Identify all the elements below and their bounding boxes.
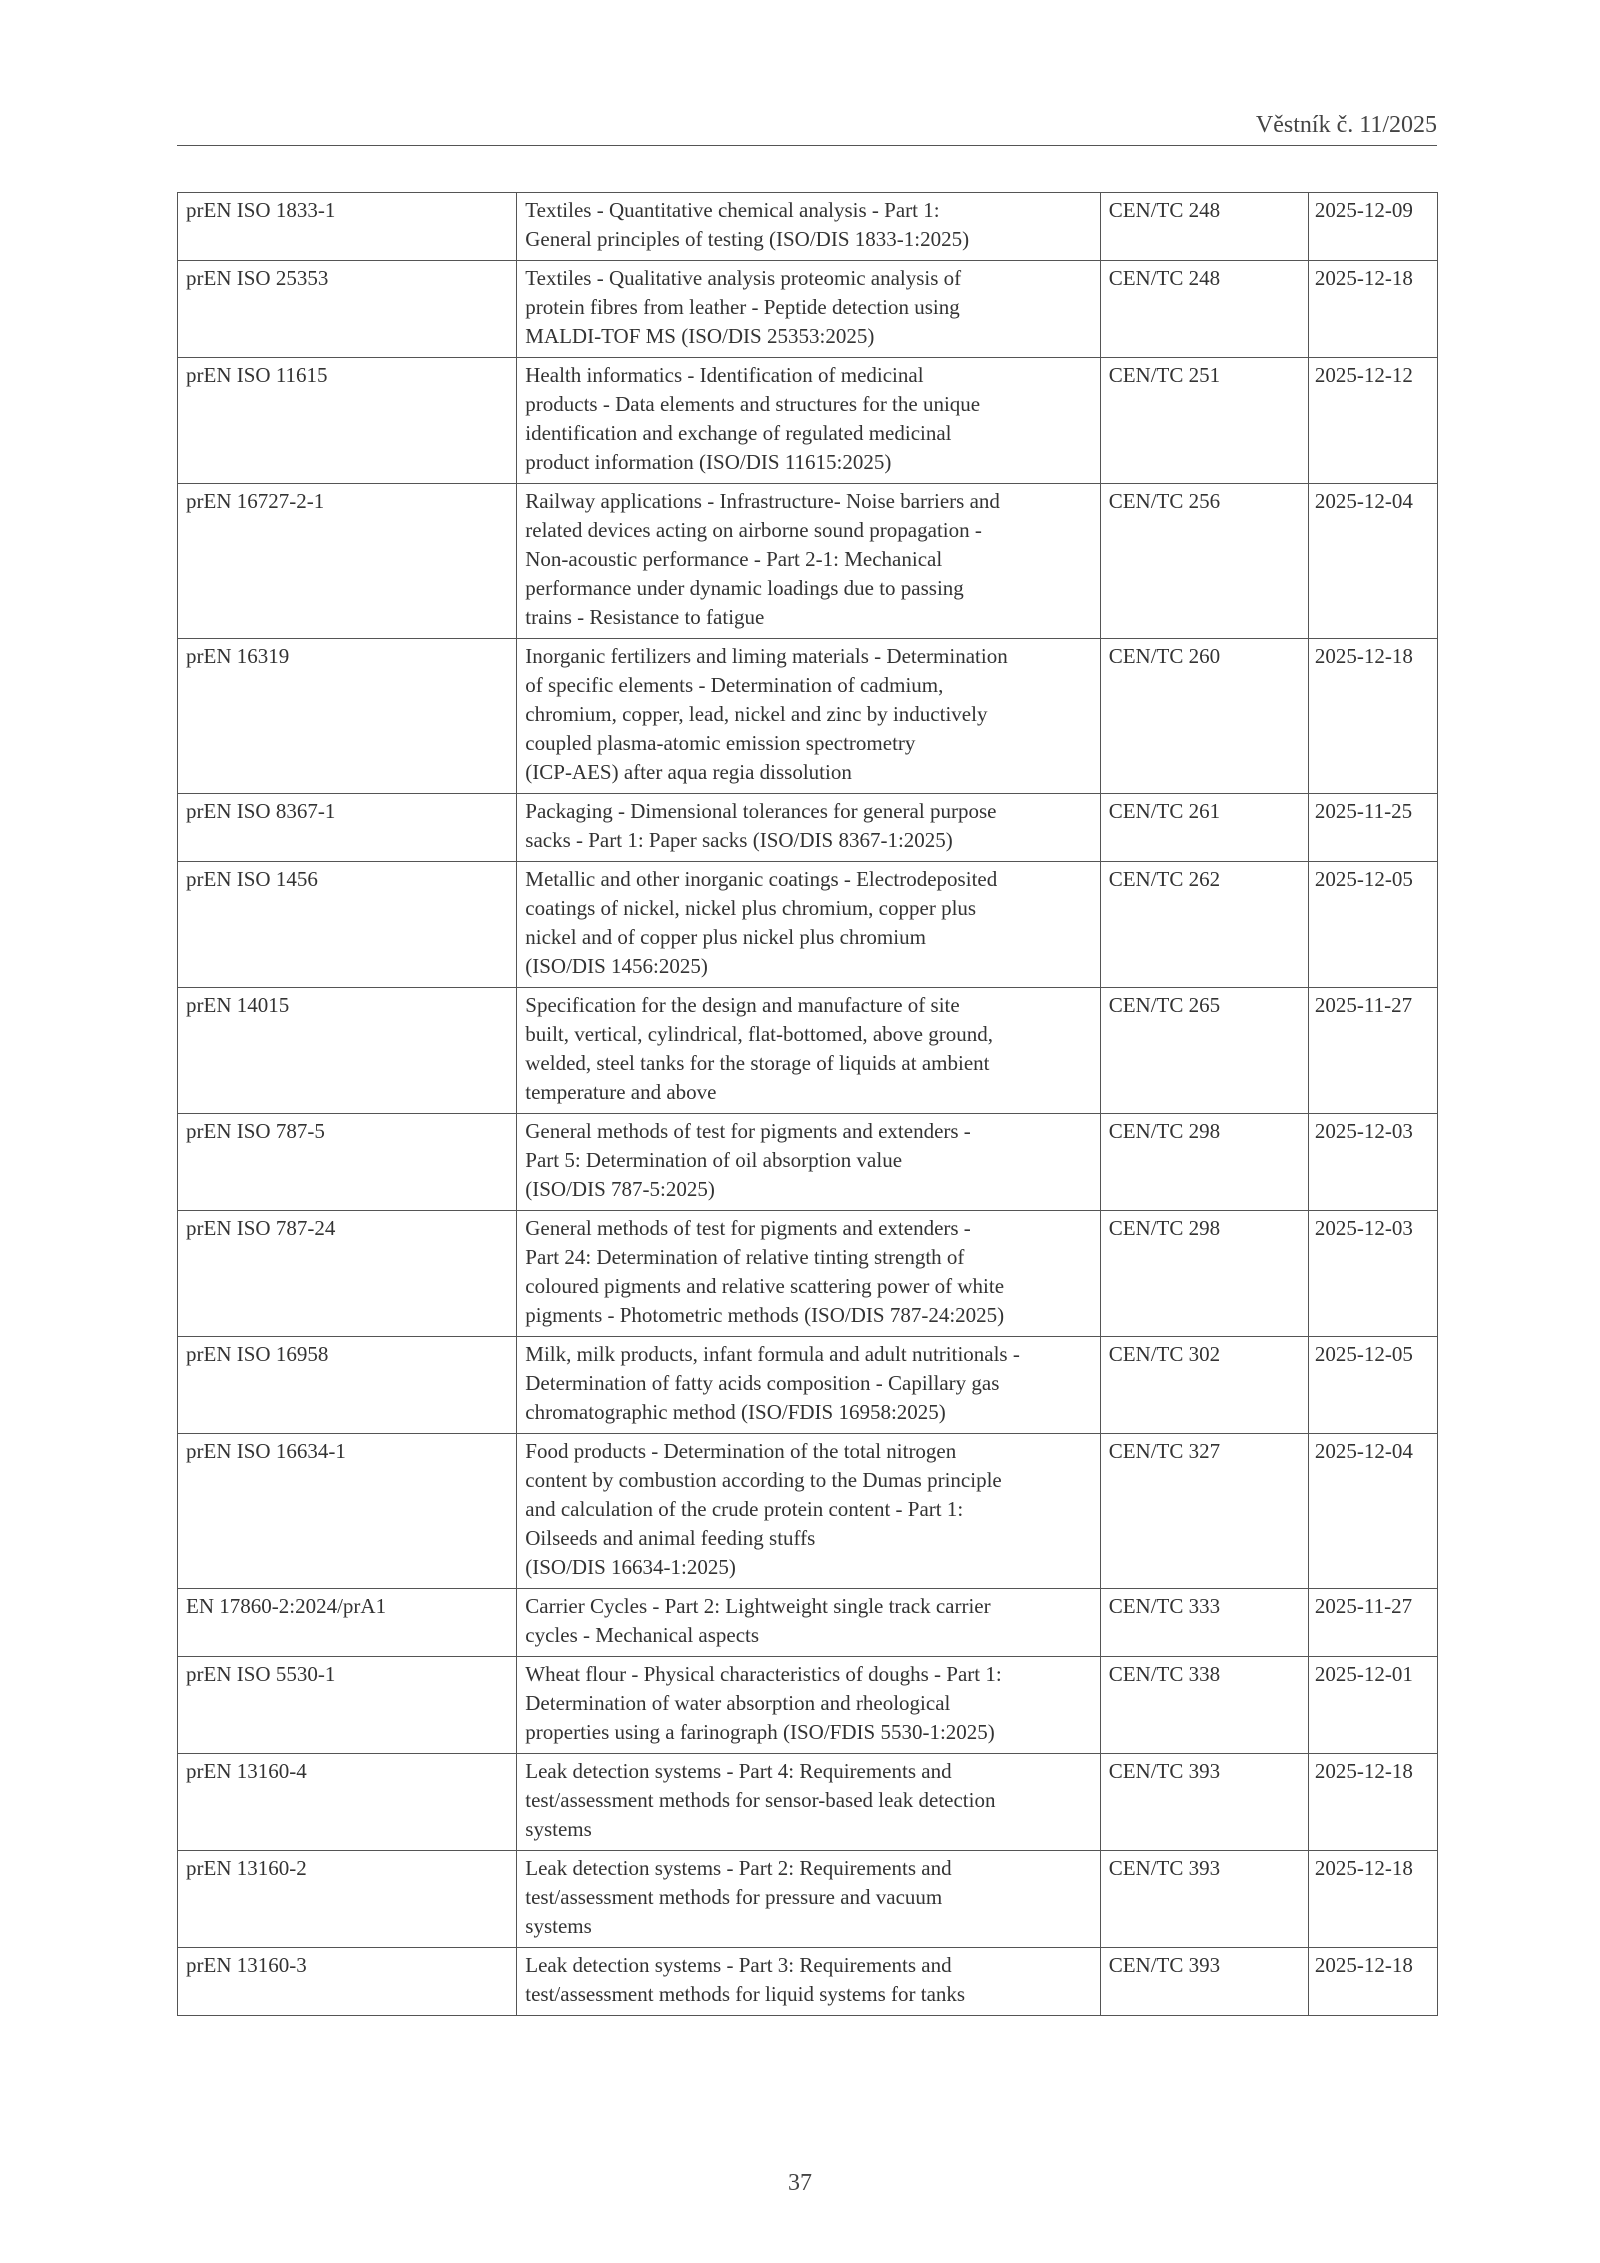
technical-committee: CEN/TC 393 xyxy=(1100,1851,1308,1948)
title-line: protein fibres from leather - Peptide detection using xyxy=(525,295,960,319)
standard-code: prEN ISO 16958 xyxy=(178,1337,517,1434)
table-row xyxy=(178,1337,1438,1434)
standard-code: prEN ISO 1456 xyxy=(178,862,517,988)
deadline-date: 2025-12-05 xyxy=(1308,1337,1437,1434)
deadline-date: 2025-11-25 xyxy=(1308,794,1437,862)
title-line: chromium, copper, lead, nickel and zinc by inductively xyxy=(525,702,988,726)
title-line: test/assessment methods for pressure and vacuum xyxy=(525,1885,943,1909)
title-line: coupled plasma-atomic emission spectrometry xyxy=(525,731,916,755)
technical-committee: CEN/TC 262 xyxy=(1100,862,1308,988)
standard-title xyxy=(517,358,1100,484)
title-line: performance under dynamic loadings due to passing xyxy=(525,576,964,600)
title-line: Railway applications - Infrastructure- Noise barriers and xyxy=(525,489,1000,513)
title-line: Non-acoustic performance - Part 2-1: Mechanical xyxy=(525,547,943,571)
title-line: properties using a farinograph (ISO/FDIS 5530-1:2025) xyxy=(525,1720,995,1744)
title-line: test/assessment methods for liquid systems for tanks xyxy=(525,1982,966,2006)
standard-title xyxy=(517,1337,1100,1434)
standard-title xyxy=(517,261,1100,358)
title-line: Part 24: Determination of relative tinting strength of xyxy=(525,1245,965,1269)
title-line: Textiles - Quantitative chemical analysis - Part 1: xyxy=(525,198,940,222)
table-row xyxy=(178,988,1438,1114)
technical-committee: CEN/TC 248 xyxy=(1100,193,1308,261)
title-line: chromatographic method (ISO/FDIS 16958:2025) xyxy=(525,1400,946,1424)
technical-committee: CEN/TC 338 xyxy=(1100,1657,1308,1754)
table-row xyxy=(178,261,1438,358)
technical-committee: CEN/TC 248 xyxy=(1100,261,1308,358)
standard-code: prEN 16319 xyxy=(178,639,517,794)
standard-title xyxy=(517,1211,1100,1337)
technical-committee: CEN/TC 265 xyxy=(1100,988,1308,1114)
title-line: coloured pigments and relative scattering power of white xyxy=(525,1274,1005,1298)
deadline-date: 2025-12-12 xyxy=(1308,358,1437,484)
deadline-date: 2025-12-01 xyxy=(1308,1657,1437,1754)
title-line: product information (ISO/DIS 11615:2025) xyxy=(525,450,892,474)
title-line: related devices acting on airborne sound propagation - xyxy=(525,518,982,542)
standard-title xyxy=(517,1589,1100,1657)
table-row xyxy=(178,193,1438,261)
title-line: Determination of water absorption and rheological xyxy=(525,1691,951,1715)
deadline-date: 2025-12-18 xyxy=(1308,1948,1437,2016)
title-line: cycles - Mechanical aspects xyxy=(525,1623,760,1647)
title-line: Textiles - Qualitative analysis proteomic analysis of xyxy=(525,266,962,290)
deadline-date: 2025-12-18 xyxy=(1308,1754,1437,1851)
deadline-date: 2025-12-05 xyxy=(1308,862,1437,988)
title-line: trains - Resistance to fatigue xyxy=(525,605,765,629)
standard-code: EN 17860-2:2024/prA1 xyxy=(178,1589,517,1657)
technical-committee: CEN/TC 393 xyxy=(1100,1754,1308,1851)
standards-table-body xyxy=(178,193,1438,2016)
technical-committee: CEN/TC 327 xyxy=(1100,1434,1308,1589)
table-row xyxy=(178,794,1438,862)
standards-table xyxy=(177,192,1438,2016)
title-line: (ISO/DIS 1456:2025) xyxy=(525,954,708,978)
deadline-date: 2025-12-18 xyxy=(1308,1851,1437,1948)
table-row xyxy=(178,358,1438,484)
title-line: built, vertical, cylindrical, flat-bottomed, above ground, xyxy=(525,1022,993,1046)
title-line: Inorganic fertilizers and liming materials - Determination xyxy=(525,644,1008,668)
title-line: Wheat flour - Physical characteristics of doughs - Part 1: xyxy=(525,1662,1002,1686)
standard-code: prEN ISO 8367-1 xyxy=(178,794,517,862)
title-line: systems xyxy=(525,1817,592,1841)
title-line: Metallic and other inorganic coatings - Electrodeposited xyxy=(525,867,998,891)
table-row xyxy=(178,1114,1438,1211)
title-line: test/assessment methods for sensor-based leak detection xyxy=(525,1788,996,1812)
standard-code: prEN 16727-2-1 xyxy=(178,484,517,639)
standard-title xyxy=(517,1851,1100,1948)
deadline-date: 2025-11-27 xyxy=(1308,1589,1437,1657)
deadline-date: 2025-12-03 xyxy=(1308,1211,1437,1337)
standard-title xyxy=(517,484,1100,639)
deadline-date: 2025-11-27 xyxy=(1308,988,1437,1114)
standard-code: prEN 13160-2 xyxy=(178,1851,517,1948)
table-row xyxy=(178,484,1438,639)
title-line: Leak detection systems - Part 2: Requirements and xyxy=(525,1856,952,1880)
title-line: Carrier Cycles - Part 2: Lightweight single track carrier xyxy=(525,1594,991,1618)
standard-title xyxy=(517,1114,1100,1211)
standard-title xyxy=(517,988,1100,1114)
standard-code: prEN 14015 xyxy=(178,988,517,1114)
table-row xyxy=(178,1754,1438,1851)
title-line: and calculation of the crude protein content - Part 1: xyxy=(525,1497,964,1521)
standard-code: prEN ISO 787-5 xyxy=(178,1114,517,1211)
title-line: Leak detection systems - Part 3: Requirements and xyxy=(525,1953,952,1977)
title-line: General methods of test for pigments and extenders - xyxy=(525,1119,971,1143)
technical-committee: CEN/TC 251 xyxy=(1100,358,1308,484)
deadline-date: 2025-12-18 xyxy=(1308,261,1437,358)
deadline-date: 2025-12-04 xyxy=(1308,1434,1437,1589)
standard-code: prEN 13160-4 xyxy=(178,1754,517,1851)
standard-title xyxy=(517,639,1100,794)
table-row xyxy=(178,639,1438,794)
table-row xyxy=(178,1851,1438,1948)
title-line: Specification for the design and manufacture of site xyxy=(525,993,960,1017)
journal-header: Věstník č. 11/2025 xyxy=(1255,112,1437,138)
title-line: Part 5: Determination of oil absorption value xyxy=(525,1148,903,1172)
standard-code: prEN ISO 1833-1 xyxy=(178,193,517,261)
title-line: Food products - Determination of the total nitrogen xyxy=(525,1439,957,1463)
title-line: systems xyxy=(525,1914,592,1938)
technical-committee: CEN/TC 302 xyxy=(1100,1337,1308,1434)
title-line: MALDI-TOF MS (ISO/DIS 25353:2025) xyxy=(525,324,875,348)
table-row xyxy=(178,1589,1438,1657)
standard-code: prEN ISO 25353 xyxy=(178,261,517,358)
table-row xyxy=(178,1948,1438,2016)
table-row xyxy=(178,1211,1438,1337)
table-row xyxy=(178,862,1438,988)
title-line: Health informatics - Identification of medicinal xyxy=(525,363,924,387)
title-line: pigments - Photometric methods (ISO/DIS 787-24:2025) xyxy=(525,1303,1005,1327)
technical-committee: CEN/TC 333 xyxy=(1100,1589,1308,1657)
table-row xyxy=(178,1657,1438,1754)
standard-title xyxy=(517,862,1100,988)
standard-code: prEN ISO 787-24 xyxy=(178,1211,517,1337)
title-line: General methods of test for pigments and extenders - xyxy=(525,1216,971,1240)
title-line: temperature and above xyxy=(525,1080,717,1104)
title-line: Determination of fatty acids composition - Capillary gas xyxy=(525,1371,1000,1395)
title-line: (ISO/DIS 787-5:2025) xyxy=(525,1177,715,1201)
title-line: content by combustion according to the Dumas principle xyxy=(525,1468,1002,1492)
technical-committee: CEN/TC 298 xyxy=(1100,1114,1308,1211)
header-rule xyxy=(177,145,1437,146)
standard-code: prEN ISO 11615 xyxy=(178,358,517,484)
title-line: sacks - Part 1: Paper sacks (ISO/DIS 8367-1:2025) xyxy=(525,828,953,852)
standard-code: prEN ISO 5530-1 xyxy=(178,1657,517,1754)
standard-title xyxy=(517,794,1100,862)
title-line: coatings of nickel, nickel plus chromium, copper plus xyxy=(525,896,977,920)
title-line: Leak detection systems - Part 4: Requirements and xyxy=(525,1759,952,1783)
title-line: Oilseeds and animal feeding stuffs xyxy=(525,1526,816,1550)
technical-committee: CEN/TC 393 xyxy=(1100,1948,1308,2016)
deadline-date: 2025-12-18 xyxy=(1308,639,1437,794)
title-line: of specific elements - Determination of cadmium, xyxy=(525,673,944,697)
title-line: nickel and of copper plus nickel plus chromium xyxy=(525,925,926,949)
title-line: identification and exchange of regulated medicinal xyxy=(525,421,952,445)
deadline-date: 2025-12-04 xyxy=(1308,484,1437,639)
standard-title xyxy=(517,1948,1100,2016)
deadline-date: 2025-12-03 xyxy=(1308,1114,1437,1211)
standard-code: prEN ISO 16634-1 xyxy=(178,1434,517,1589)
title-line: Milk, milk products, infant formula and adult nutritionals - xyxy=(525,1342,1020,1366)
standard-title xyxy=(517,1754,1100,1851)
technical-committee: CEN/TC 260 xyxy=(1100,639,1308,794)
title-line: General principles of testing (ISO/DIS 1833-1:2025) xyxy=(525,227,970,251)
title-line: (ICP-AES) after aqua regia dissolution xyxy=(525,760,852,784)
table-row xyxy=(178,1434,1438,1589)
technical-committee: CEN/TC 298 xyxy=(1100,1211,1308,1337)
technical-committee: CEN/TC 261 xyxy=(1100,794,1308,862)
title-line: welded, steel tanks for the storage of liquids at ambient xyxy=(525,1051,990,1075)
standard-title xyxy=(517,1657,1100,1754)
standard-code: prEN 13160-3 xyxy=(178,1948,517,2016)
standard-title xyxy=(517,1434,1100,1589)
technical-committee: CEN/TC 256 xyxy=(1100,484,1308,639)
title-line: Packaging - Dimensional tolerances for general purpose xyxy=(525,799,997,823)
title-line: products - Data elements and structures for the unique xyxy=(525,392,981,416)
title-line: (ISO/DIS 16634-1:2025) xyxy=(525,1555,736,1579)
standard-title xyxy=(517,193,1100,261)
deadline-date: 2025-12-09 xyxy=(1308,193,1437,261)
page-number: 37 xyxy=(788,2170,812,2196)
